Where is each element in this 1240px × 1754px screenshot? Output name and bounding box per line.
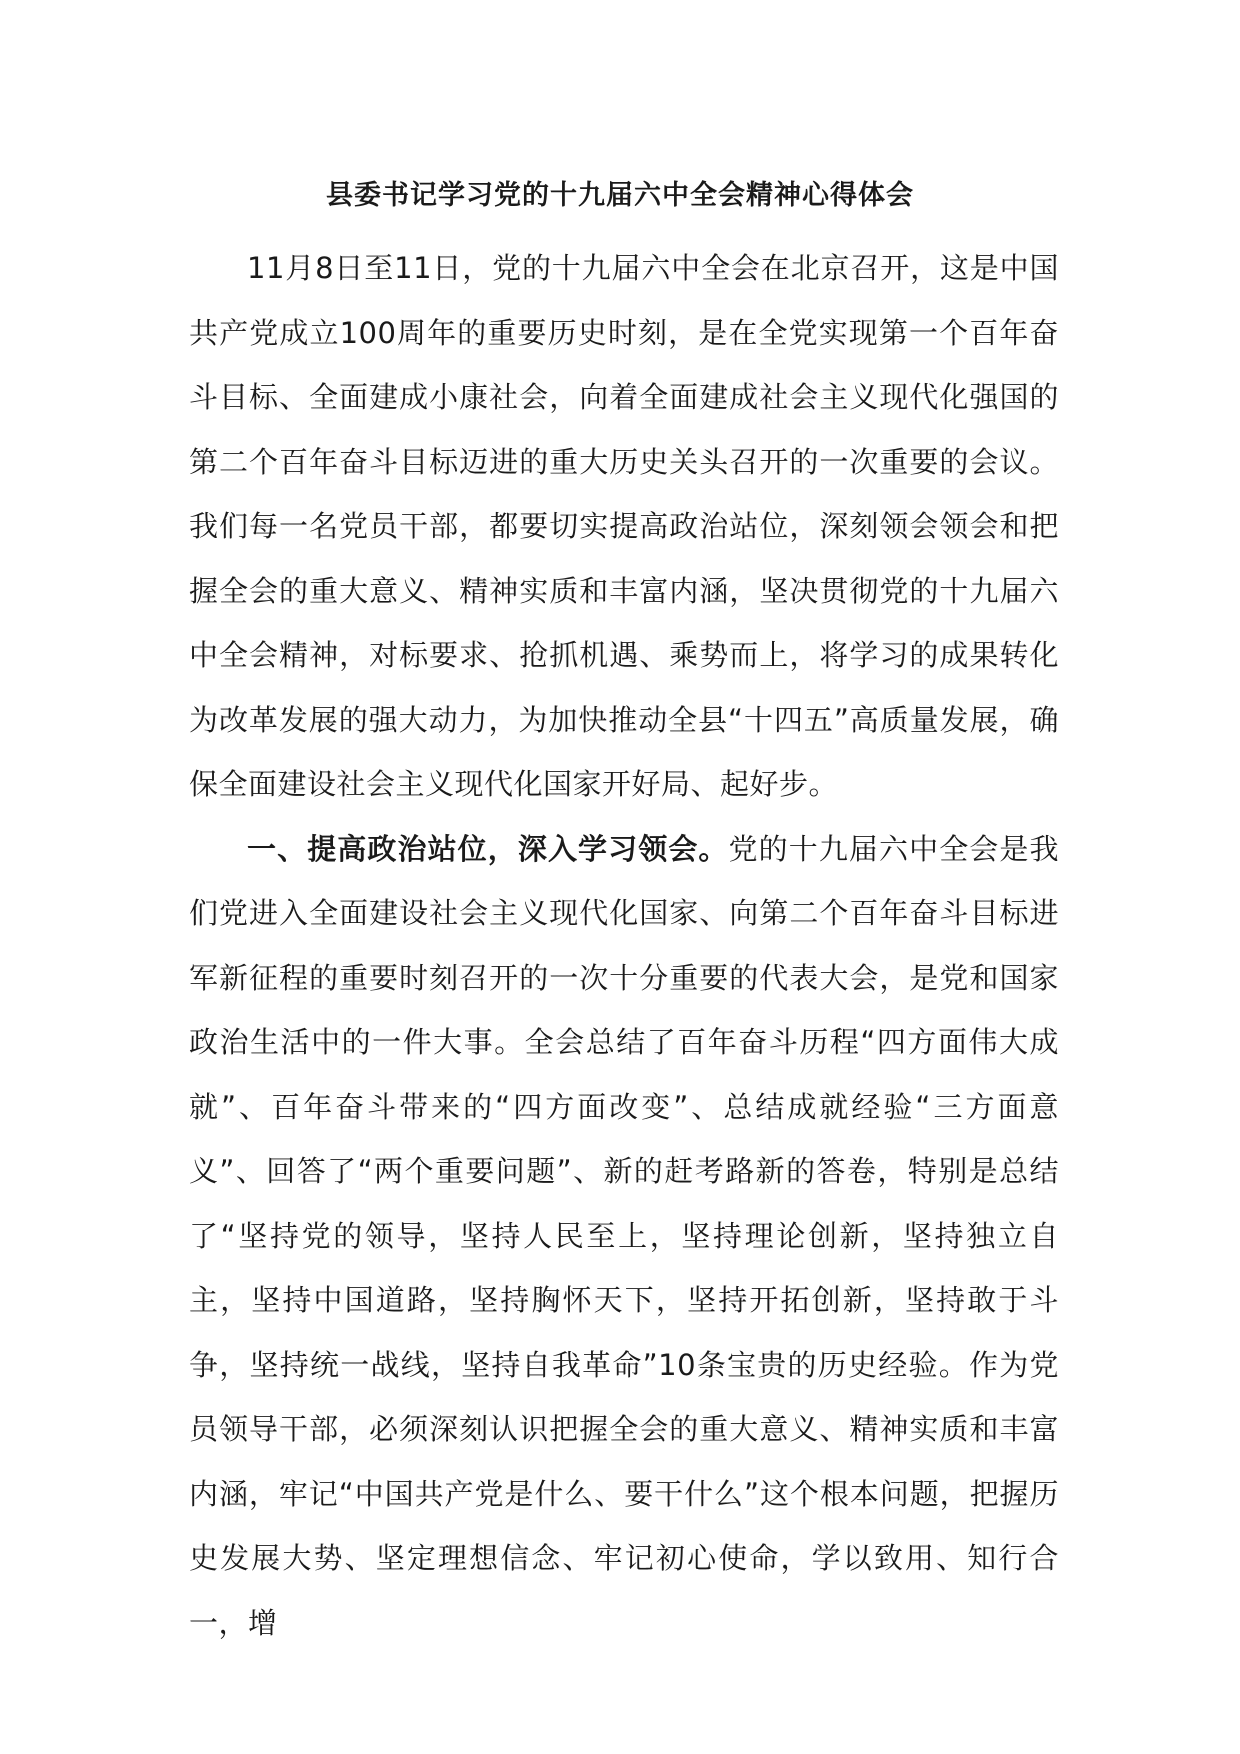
paragraph-intro (189, 236, 1059, 817)
paragraph-section-1 (189, 817, 1059, 1656)
document-title: 县委书记学习党的十九届六中全会精神心得体会 (326, 180, 914, 211)
section-heading: 一、提高政治站位，深入学习领会。 (247, 831, 729, 866)
paragraph-text: 党的十九届六中全会是我们党进入全面建设社会主义现代化国家、向第二个百年奋斗目标进军新征程的重要时刻召开的一次十分重要的代表大会，是党和国家政治生活中的一件大事。全会总结了百年奋斗历程“四方面伟大成就”、百年奋斗带来的“四方面改变”、总结成就经验“三方面意义”、回答了“两个重要问题”、新的赶考路新的答卷，特别是总结了“坚持党的领导，坚持人民至上，坚持理论创新，坚持独立自主，坚持中国道路，坚持胸怀天下，坚持开拓创新，坚持敢于斗争，坚持统一战线，坚持自我革命”10条宝贵的历史经验。作为党员领导干部，必须深刻认识把握全会的重大意义、精神实质和丰富内涵，牢记“中国共产党是什么、要干什么”这个根本问题，把握历史发展大势、坚定理想信念、牢记初心使命，学以致用、知行合一，增 (189, 831, 1059, 1640)
document-body (189, 236, 1059, 1655)
paragraph-text: 11月8日至11日，党的十九届六中全会在北京召开，这是中国共产党成立100周年的重要历史时刻，是在全党实现第一个百年奋斗目标、全面建成小康社会，向着全面建成社会主义现代化强国的第二个百年奋斗目标迈进的重大历史关头召开的一次重要的会议。我们每一名党员干部，都要切实提高政治站位，深刻领会领会和把握全会的重大意义、精神实质和丰富内涵，坚决贯彻党的十九届六中全会精神，对标要求、抢抓机遇、乘势而上，将学习的成果转化为改革发展的强大动力，为加快推动全县“十四五”高质量发展，确保全面建设社会主义现代化国家开好局、起好步。 (189, 251, 1059, 801)
